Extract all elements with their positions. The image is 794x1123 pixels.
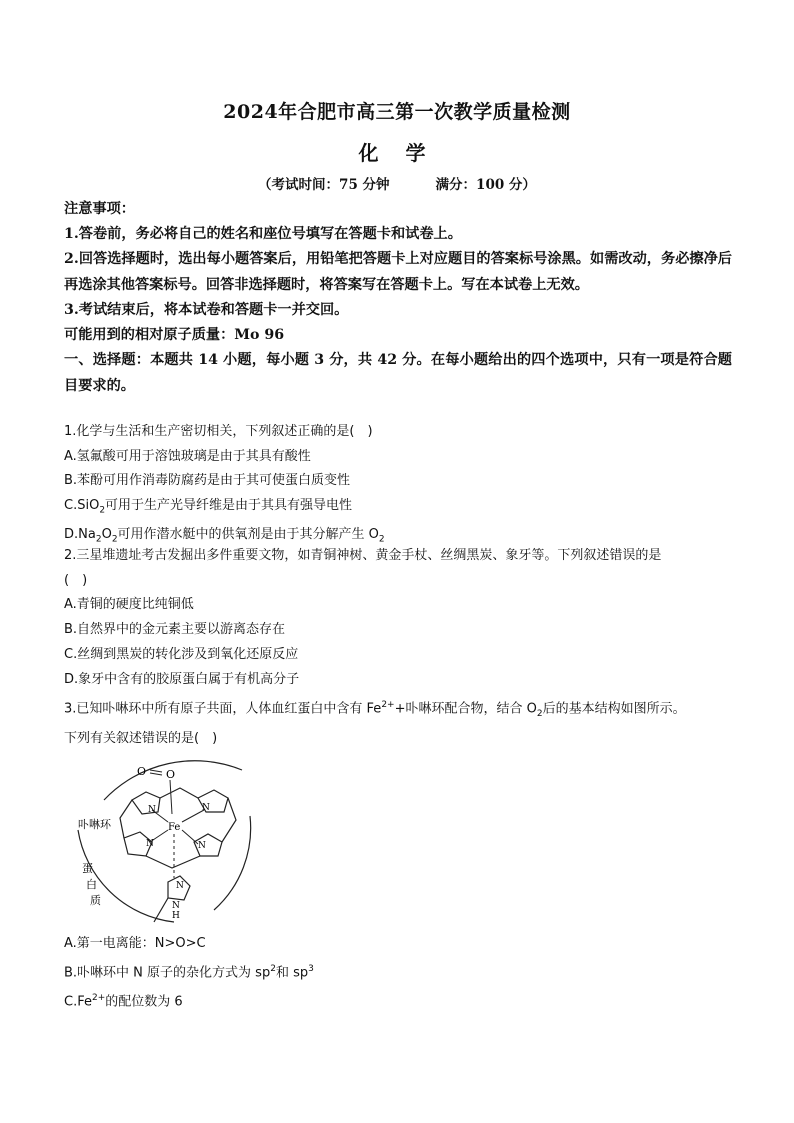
protein-boundary-arc-right (214, 816, 251, 910)
q2-option-a: A.青铜的硬度比纯铜低 (64, 597, 194, 613)
question-3-options (64, 932, 732, 1015)
bridge-top (160, 788, 198, 798)
notice-heading: 注意事项： (64, 201, 135, 217)
q1-option-d: $D.Na_2O_2$可用作潜水艇中的供氧剂是由于其分解产生 $O_2$ (64, 527, 385, 545)
imidazole-h: H (172, 911, 180, 921)
n-atom-3: N (146, 839, 154, 849)
o2-bond (150, 770, 162, 772)
exam-time: （考试时间：75 分钟 (258, 177, 390, 193)
o-atom-1: O (137, 765, 147, 778)
full-score: 满分：100 分） (435, 177, 536, 193)
protein-label-3: 质 (90, 894, 101, 907)
notice-item-3: 3.考试结束后，将本试卷和答题卡一并交回。 (64, 302, 349, 318)
notice-section (64, 197, 732, 399)
q3-option-a: A.第一电离能：N>O>C (64, 936, 206, 951)
q2-option-b: B.自然界中的金元素主要以游离态存在 (64, 622, 286, 638)
atomic-mass-note: 可能用到的相对原子质量：Mo 96 (64, 326, 285, 343)
section1-intro: 一、选择题：本题共 14 小题，每小题 3 分，共 42 分。在每小题给出的四个选项中，只有一项是符合题目要求的。 (64, 352, 732, 394)
n-atom-4: N (198, 841, 206, 851)
bridge-left (120, 800, 132, 838)
fe-atom: Fe (168, 822, 181, 833)
o-fe-bond (170, 780, 172, 814)
q3-stem: 3.已知卟啉环中所有原子共面，人体血红蛋白中含有 $Fe^{2+}+$卟啉环配合物，结合 $O_2$后的基本结构如图所示。 (64, 700, 686, 719)
question-2 (64, 544, 732, 692)
q1-option-a: A.氢氟酸可用于溶蚀玻璃是由于其具有酸性 (64, 448, 311, 464)
notice-item-2: 2.回答选择题时，选出每小题答案后，用铅笔把答题卡上对应题目的答案标号涂黑。如需改动，务必擦净后再选涂其他答案标号。回答非选择题时，将答案写在答题卡上。写在本试卷上无效。 (64, 251, 732, 293)
question-1 (64, 420, 732, 553)
heme-diagram (64, 750, 264, 928)
q3-option-b: B.卟啉环中 N 原子的杂化方式为 $sp^2$和 $sp^3$ (64, 963, 314, 981)
q2-option-d: D.象牙中含有的胶原蛋白属于有机高分子 (64, 671, 300, 687)
notice-item-1: 1.答卷前，务必将自己的姓名和座位号填写在答题卡和试卷上。 (64, 225, 462, 242)
q2-stem: 2.三星堆遗址考古发掘出多件重要文物，如青铜神树、黄金手杖、丝绸黑炭、象牙等。下列叙述错误的是 (64, 548, 662, 563)
imidazole-n-2: N (172, 901, 180, 911)
protein-label-1: 蛋 (82, 862, 93, 875)
q1-option-b: B.苯酚可用作消毒防腐药是由于其可使蛋白质变性 (64, 473, 351, 489)
question-3 (64, 693, 732, 751)
bridge-bottom (146, 856, 200, 868)
protein-label-2: 白 (86, 878, 97, 891)
exam-title: 2024年合肥市高三第一次教学质量检测 (223, 101, 571, 123)
q1-option-c: C.SiO$_2$可用于生产光导纤维是由于其具有强导电性 (64, 498, 353, 516)
porphyrin-ring-label: 卟啉环 (78, 818, 111, 831)
subject-title: 化 学 (358, 141, 436, 165)
q3-stem-line-2: 下列有关叙述错误的是( ) (64, 730, 218, 746)
n-atom-2: N (202, 803, 210, 813)
bridge-right (222, 798, 236, 842)
heme-structure-figure (64, 750, 264, 928)
o-atom-2: O (166, 768, 176, 781)
imidazole-n-1: N (176, 881, 184, 891)
q1-stem: 1.化学与生活和生产密切相关，下列叙述正确的是( ) (64, 424, 373, 439)
q2-stem-end: ( ) (64, 572, 88, 588)
n-atom-1: N (148, 805, 156, 815)
q3-option-c: $C.Fe^{2+}$的配位数为 6 (64, 992, 183, 1010)
imidazole-side-chain (154, 898, 168, 922)
q2-option-c: C.丝绸到黑炭的转化涉及到氧化还原反应 (64, 646, 299, 662)
exam-info (0, 173, 794, 193)
